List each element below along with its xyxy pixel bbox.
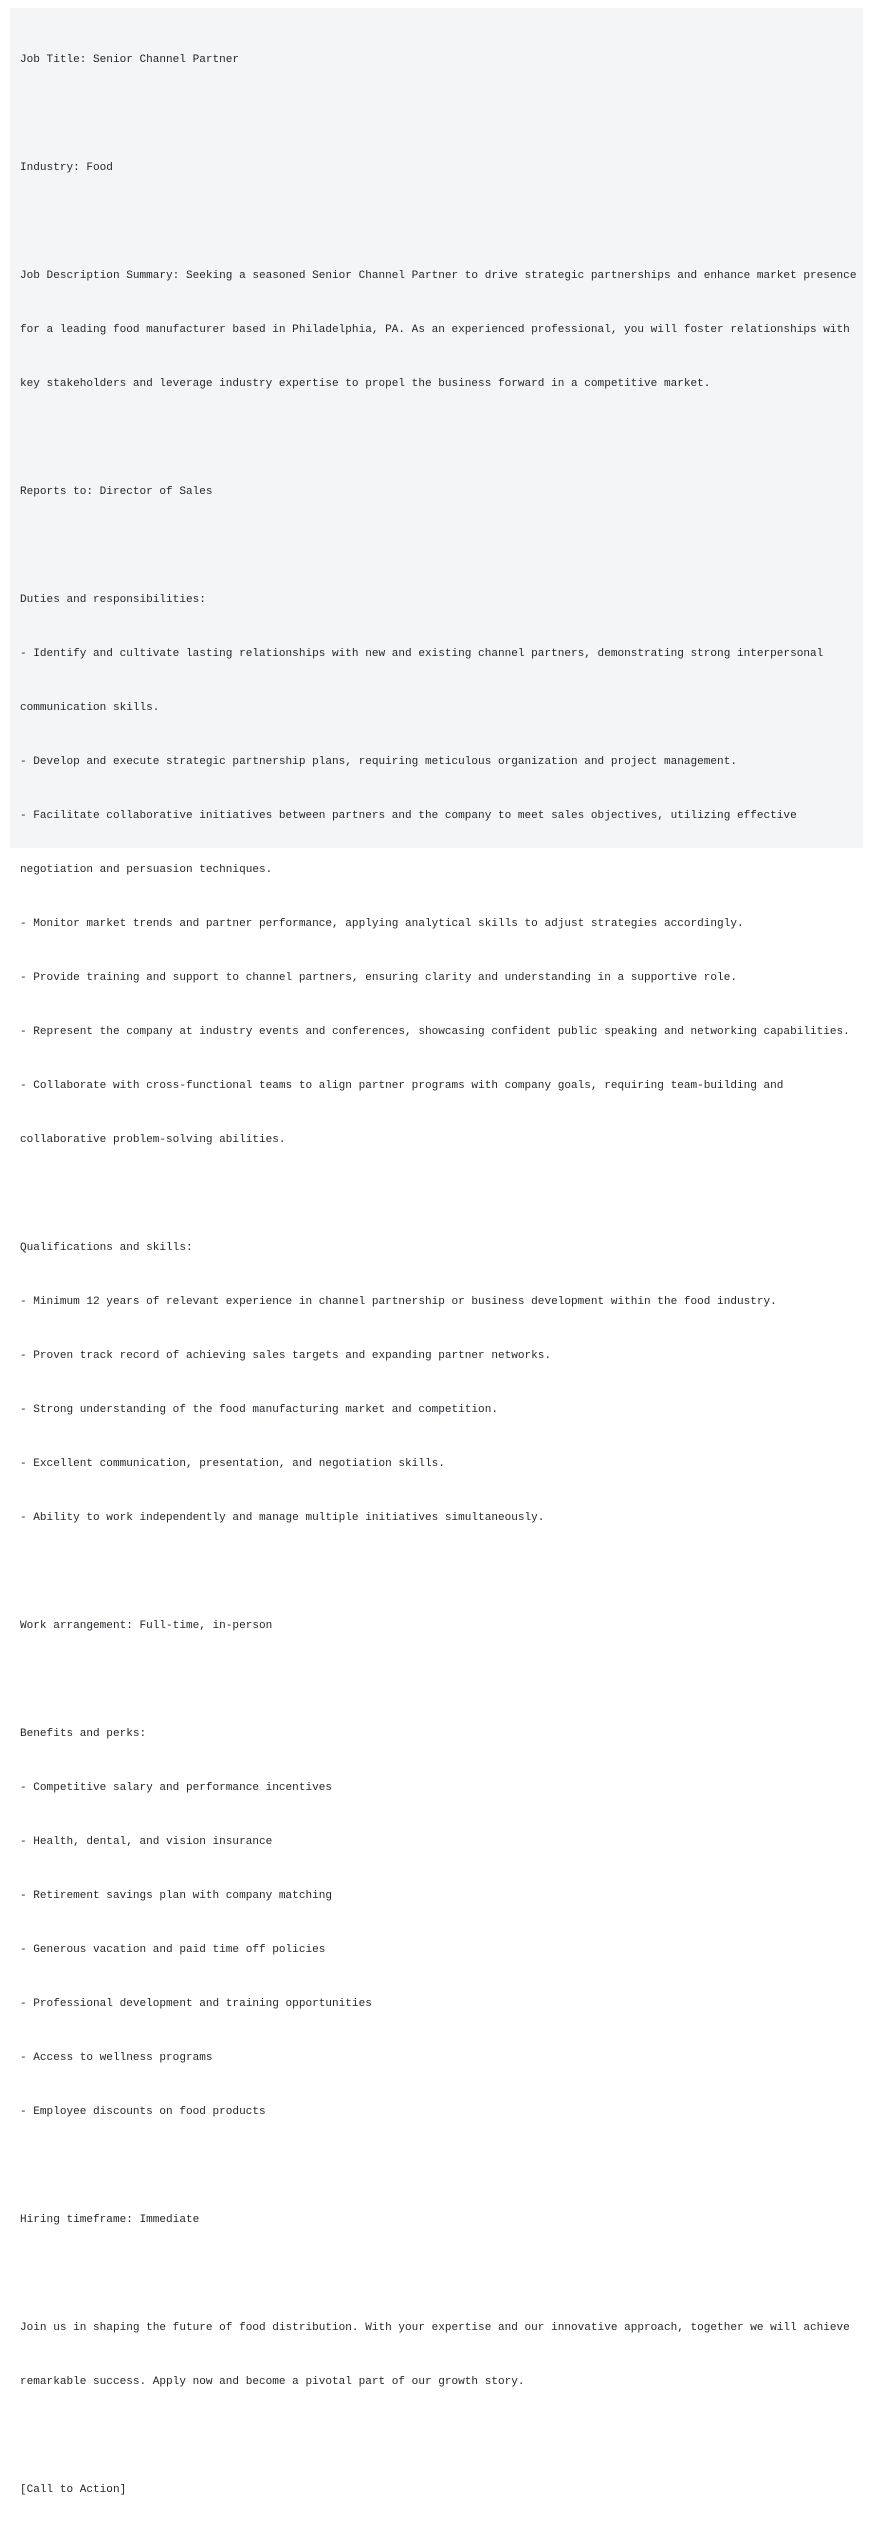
blank-line xyxy=(20,213,853,231)
work-arrangement-line: Work arrangement: Full-time, in-person xyxy=(20,1620,273,1632)
duty-item: - Develop and execute strategic partnership plans, requiring meticulous organization and project management. xyxy=(20,756,737,768)
job-posting-code-block xyxy=(10,8,863,2496)
duty-item: - Monitor market trends and partner performance, applying analytical skills to adjust strategies accordingly. xyxy=(20,918,744,930)
duty-item: - Provide training and support to channel partners, ensuring clarity and understanding in a supportive role. xyxy=(20,972,737,984)
job-posting-text xyxy=(20,15,857,2535)
blank-line xyxy=(20,2427,853,2445)
benefits-heading: Benefits and perks: xyxy=(20,1728,147,1740)
benefit-item: - Generous vacation and paid time off policies xyxy=(20,1944,326,1956)
duty-item: collaborative problem-solving abilities. xyxy=(20,1134,286,1146)
duty-item: - Collaborate with cross-functional teams to align partner programs with company goals, requiring team-building and xyxy=(20,1080,784,1092)
benefit-item: - Health, dental, and vision insurance xyxy=(20,1836,273,1848)
benefit-item: - Retirement savings plan with company matching xyxy=(20,1890,333,1902)
benefit-item: - Employee discounts on food products xyxy=(20,2106,266,2118)
qualification-item: - Strong understanding of the food manufacturing market and competition. xyxy=(20,1404,498,1416)
industry-line: Industry: Food xyxy=(20,162,113,174)
call-to-action-placeholder: [Call to Action] xyxy=(20,2484,127,2496)
blank-line xyxy=(20,2157,853,2175)
closing-paragraph-line: Join us in shaping the future of food distribution. With your expertise and our innovative approach, together we will achieve xyxy=(20,2322,850,2334)
duty-item: - Facilitate collaborative initiatives between partners and the company to meet sales objectives, utilizing effective xyxy=(20,810,797,822)
benefit-item: - Competitive salary and performance incentives xyxy=(20,1782,333,1794)
qualification-item: - Ability to work independently and manage multiple initiatives simultaneously. xyxy=(20,1512,545,1524)
qualification-item: - Excellent communication, presentation, and negotiation skills. xyxy=(20,1458,445,1470)
blank-line xyxy=(20,1185,853,1203)
closing-paragraph-line: remarkable success. Apply now and become a pivotal part of our growth story. xyxy=(20,2376,525,2388)
blank-line xyxy=(20,429,853,447)
qualification-item: - Proven track record of achieving sales targets and expanding partner networks. xyxy=(20,1350,552,1362)
qualifications-heading: Qualifications and skills: xyxy=(20,1242,193,1254)
summary-line: for a leading food manufacturer based in Philadelphia, PA. As an experienced professional, you will foster relationships with xyxy=(20,324,850,336)
benefit-item: - Access to wellness programs xyxy=(20,2052,213,2064)
blank-line xyxy=(20,1563,853,1581)
duty-item: - Represent the company at industry events and conferences, showcasing confident public speaking and networking capabilities. xyxy=(20,1026,850,1038)
job-title-line: Job Title: Senior Channel Partner xyxy=(20,54,240,66)
duty-item: - Identify and cultivate lasting relationships with new and existing channel partners, demonstrating strong interpersonal xyxy=(20,648,824,660)
reports-to-line: Reports to: Director of Sales xyxy=(20,486,213,498)
hiring-timeframe-line: Hiring timeframe: Immediate xyxy=(20,2214,200,2226)
duties-heading: Duties and responsibilities: xyxy=(20,594,206,606)
blank-line xyxy=(20,2265,853,2283)
blank-line xyxy=(20,1671,853,1689)
qualification-item: - Minimum 12 years of relevant experience in channel partnership or business development within the food industry. xyxy=(20,1296,777,1308)
summary-line: Job Description Summary: Seeking a seasoned Senior Channel Partner to drive strategic partnerships and enhance market presence xyxy=(20,270,857,282)
blank-line xyxy=(20,105,853,123)
duty-item: communication skills. xyxy=(20,702,160,714)
benefit-item: - Professional development and training opportunities xyxy=(20,1998,372,2010)
blank-line xyxy=(20,537,853,555)
duty-item: negotiation and persuasion techniques. xyxy=(20,864,273,876)
summary-line: key stakeholders and leverage industry expertise to propel the business forward in a competitive market. xyxy=(20,378,711,390)
